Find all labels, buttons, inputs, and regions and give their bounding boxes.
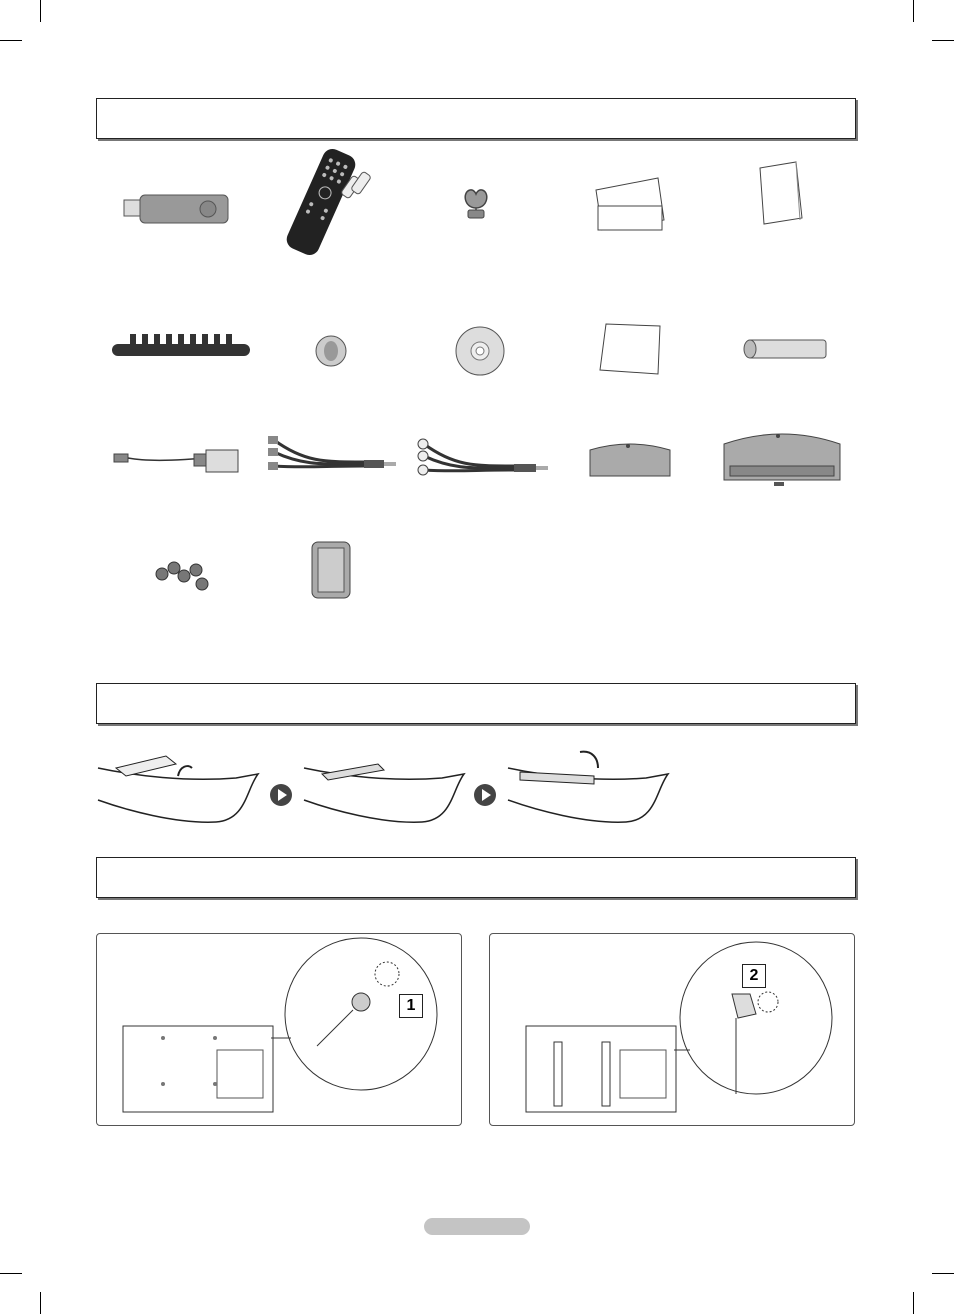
page-number-pill [424, 1218, 530, 1235]
crop-mark [0, 40, 22, 41]
usb-dongle-icon [122, 192, 232, 228]
arrow-right-icon [270, 784, 292, 806]
crop-mark [40, 0, 41, 22]
arrow-right-icon [474, 784, 496, 806]
holder-ring-icon [314, 334, 348, 368]
wallmount-step-2-panel [489, 933, 855, 1126]
wallmount-title [97, 858, 855, 878]
stand-step-3-illustration [506, 746, 670, 831]
battery-title [97, 684, 855, 704]
wall-mount-screws-icon [152, 556, 212, 596]
crop-mark [913, 0, 914, 22]
stand-cover-small-icon [588, 440, 672, 480]
wallmount-step-1-panel [96, 933, 462, 1126]
stand-step-1-illustration [96, 750, 260, 831]
stand-step-2-illustration [302, 750, 466, 831]
accessories-title [97, 99, 855, 119]
step-2-badge: 2 [742, 964, 766, 988]
cable-holder-icon [458, 186, 494, 222]
crop-mark [913, 1292, 914, 1314]
stand-cover-large-icon [722, 430, 842, 490]
wallmount-section-header [96, 857, 856, 898]
warranty-card-icon [592, 170, 668, 234]
crop-mark [932, 1273, 954, 1274]
av-adapter-cable-icon [264, 432, 398, 476]
cleaning-cloth-icon [598, 320, 664, 376]
crop-mark [0, 1273, 22, 1274]
accessories-section-header [96, 98, 856, 139]
component-adapter-cable-icon [414, 436, 550, 480]
battery-section-header [96, 683, 856, 724]
ferrite-core-icon [308, 538, 354, 602]
crop-mark [40, 1292, 41, 1314]
program-cd-icon [454, 325, 506, 377]
cable-tie-icon [110, 330, 252, 360]
remote-control-icon [276, 152, 386, 252]
scart-cable-icon [110, 440, 240, 480]
blanking-bracket-icon [742, 336, 830, 362]
crop-mark [932, 40, 954, 41]
user-manual-icon [756, 160, 806, 226]
step-1-badge: 1 [399, 994, 423, 1018]
